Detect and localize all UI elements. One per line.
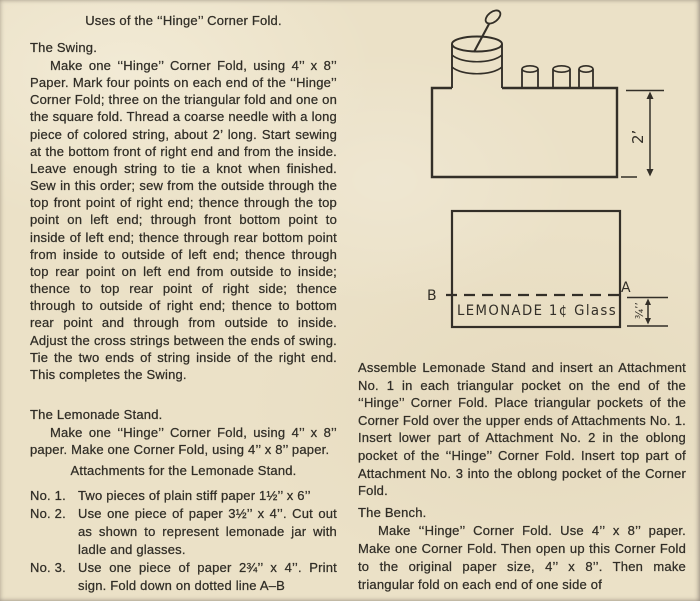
- list-item-number: No. 3.: [30, 560, 66, 575]
- page-title: Uses of the ‘‘Hinge’’ Corner Fold.: [85, 13, 282, 28]
- jar-band-1: [452, 55, 502, 62]
- point-b-label: B: [427, 288, 437, 304]
- sign-fold-diagram: [420, 198, 680, 334]
- section-heading-bench: The Bench.: [358, 505, 427, 520]
- glasses-drawing: [522, 66, 593, 88]
- bench-paragraph: Make ‘‘Hinge’’ Corner Fold. Use 4’’ x 8’’ paper. Make one Corner Fold. Then open up this Corner Fold to the original paper size, 4’’ x 8’’. Then make triangular fold on each end of one side of: [358, 523, 686, 592]
- section-heading-swing: The Swing.: [30, 40, 98, 55]
- fold-depth-dimension: [627, 298, 668, 327]
- fold-depth-label: ¾’’: [634, 302, 646, 319]
- sign-text: LEMONADE 1¢ Glass: [457, 303, 617, 319]
- assembly-paragraph: Assemble Lemonade Stand and insert an Attachment No. 1 in each triangular pocket on the end of the ‘‘Hinge’’ Corner Fold. Place triangular pockets of the Corner Fold over the upper ends of Attachments No. 1. Insert lower part of Attachment No. 2 in the oblong pocket of the ‘‘Hinge’’ Corner Fold. Insert top part of Attachment No. 3 into the oblong pocket of the Corner Fold.: [358, 360, 686, 499]
- list-item-number: No. 1.: [30, 488, 66, 503]
- counter-outline: [432, 88, 617, 177]
- arrowhead-down: [647, 169, 654, 177]
- height-dimension-arrow: [621, 91, 664, 178]
- section-heading-attachments: Attachments for the Lemonade Stand.: [70, 463, 297, 478]
- list-item-text: Use one piece of paper 2¾’’ x 4’’. Print sign. Fold down on dotted line A–B: [78, 560, 337, 593]
- list-item: [30, 559, 337, 595]
- arrowhead-up: [647, 92, 654, 100]
- glass-2-rim: [553, 66, 570, 72]
- list-item: [30, 487, 337, 505]
- glass-1-rim: [522, 66, 538, 72]
- lemonade-stand-paragraph: Make one ‘‘Hinge’’ Corner Fold, using 4’’ x 8’’ paper. Make one Corner Fold, using 4’’ x 8’’ paper.: [30, 425, 337, 457]
- list-item-text: Use one piece of paper 3½’’ x 4’’. Cut out as shown to represent lemonade jar with ladle and glasses.: [78, 506, 337, 557]
- list-item: [30, 505, 337, 559]
- ladle-loop: [483, 8, 503, 26]
- list-item-number: No. 2.: [30, 506, 66, 521]
- section-heading-lemonade-stand: The Lemonade Stand.: [30, 407, 163, 422]
- attachments-list: [30, 487, 337, 595]
- lemonade-stand-diagram: [420, 3, 676, 191]
- point-a-label: A: [621, 280, 631, 296]
- lemonade-jar-drawing: [452, 8, 503, 88]
- swing-paragraph: Make one ‘‘Hinge’’ Corner Fold, using 4’’ x 8’’ Paper. Mark four points on each end of the ‘‘Hinge’’ Corner Fold; three on the triangular fold and one on the square fold. Thread a coarse needle with a long piece of colored string, about 2’ long. Start sewing at the bottom front of right end and from the inside. Leave enough string to tie a knot when finished. Sew in this order; sew from the outside through the top front point of right end; thence through the top point on left end; through front bottom point to inside of left end; thence through rear bottom point from inside to outside of left end; thence through top rear point on left end from outside to inside; thence to top rear point of right side; thence through to outside of right end; thence to bottom rear point and through from outside to inside. Adjust the cross strings between the ends of swing. Tie the two ends of string inside of the right end. This completes the Swing.: [30, 58, 337, 382]
- jar-band-2: [452, 67, 502, 74]
- glass-3-rim: [579, 66, 593, 72]
- jar-top-rim: [452, 37, 502, 52]
- height-dimension-label: 2’: [629, 129, 647, 144]
- list-item-text: Two pieces of plain stiff paper 1½’’ x 6’’: [78, 488, 311, 503]
